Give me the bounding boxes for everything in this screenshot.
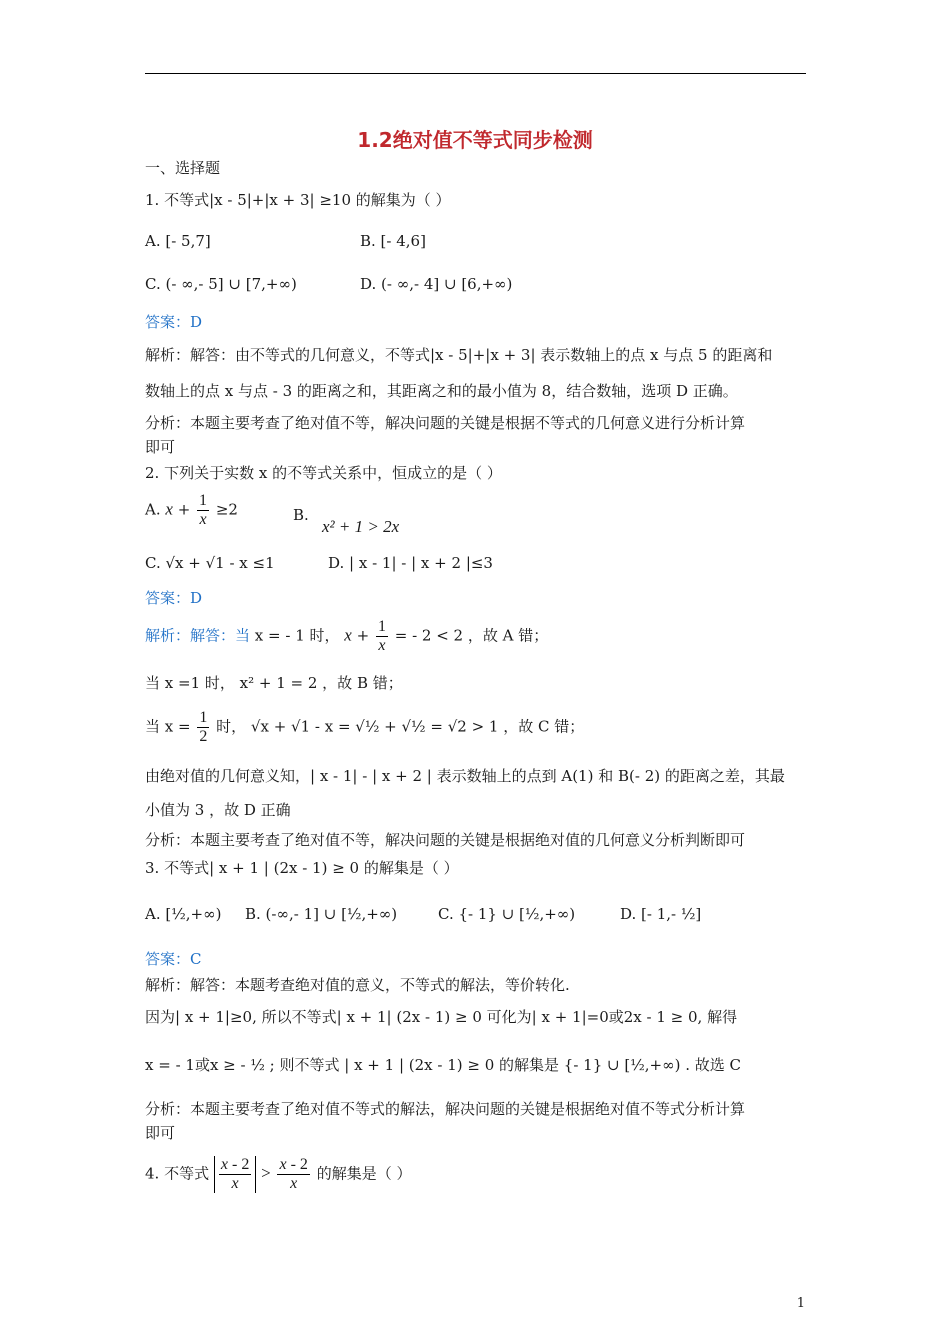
q2-analysis-x: x bbox=[344, 625, 352, 645]
q3-answer: 答案：C bbox=[145, 950, 202, 968]
q3-analysis-line2: 因为| x + 1|≥0, 所以不等式| x + 1| (2x - 1) ≥ 0 可化为| x + 1|=0或2x - 1 ≥ 0, 解得 bbox=[145, 1008, 738, 1026]
q1-note-line2: 即可 bbox=[145, 438, 176, 456]
q2-analysis-line2: 当 x =1 时， x² + 1 = 2 ，故 B 错； bbox=[145, 674, 403, 692]
q2-option-a: A. x + $\frac{1}{x}$ ≥2 bbox=[145, 492, 238, 528]
q4-rhs-fraction: $\frac{x - 2}{x}$ bbox=[279, 1156, 308, 1192]
q2-note: 分析：本题主要考查了绝对值不等，解决问题的关键是根据绝对值的几何意义分析判断即可 bbox=[145, 831, 746, 849]
q4-stem-prefix: 4. 不等式 bbox=[145, 1164, 210, 1183]
q2-option-a-label: A. bbox=[145, 500, 161, 519]
q2-stem: 2. 下列关于实数 x 的不等式关系中，恒成立的是（ ） bbox=[145, 464, 502, 482]
q1-answer: 答案：D bbox=[145, 313, 203, 331]
q3-note-line2: 即可 bbox=[145, 1124, 176, 1142]
q4-greater-than: > bbox=[261, 1163, 271, 1183]
q2-option-a-tail: ≥2 bbox=[215, 500, 238, 519]
q1-stem: 1. 不等式|x - 5|+|x + 3| ≥10 的解集为（ ） bbox=[145, 191, 451, 209]
q2-option-a-fraction: $\frac{1}{x}$ bbox=[199, 492, 208, 528]
q4-stem bbox=[145, 1156, 411, 1193]
q3-option-a: A. [½,+∞) bbox=[145, 905, 222, 923]
q3-note-line1: 分析：本题主要考查了绝对值不等式的解法，解决问题的关键是根据绝对值不等式分析计算 bbox=[145, 1100, 746, 1118]
q1-note-line1: 分析：本题主要考查了绝对值不等，解决问题的关键是根据不等式的几何意义进行分析计算 bbox=[145, 414, 746, 432]
top-rule bbox=[145, 73, 806, 74]
q2-analysis-line5: 小值为 3 ，故 D 正确 bbox=[145, 801, 291, 819]
q2-option-a-x: x bbox=[165, 499, 173, 519]
q2-analysis-case: x = - 1 时， bbox=[254, 626, 340, 645]
q1-option-c: C. (- ∞,- 5] ∪ [7,+∞) bbox=[145, 275, 297, 293]
q2-analysis-line3 bbox=[145, 709, 584, 746]
q1-analysis-line1: 解析：解答：由不等式的几何意义，不等式|x - 5|+|x + 3| 表示数轴上的点 x 与点 5 的距离和 bbox=[145, 346, 773, 364]
q2-answer: 答案：D bbox=[145, 589, 203, 607]
q3-analysis-line3: x = - 1或x ≥ - ½ ; 则不等式 | x + 1 | (2x - 1) ≥ 0 的解集是 {- 1} ∪ [½,+∞) . 故选 C bbox=[145, 1056, 741, 1074]
q3-option-d: D. [- 1,- ½] bbox=[620, 905, 702, 923]
q2-option-c: C. √x + √1 - x ≤1 bbox=[145, 554, 275, 572]
q2-analysis-line4: 由绝对值的几何意义知，| x - 1| - | x + 2 | 表示数轴上的点到 A(1) 和 B(- 2) 的距离之差，其最 bbox=[145, 767, 785, 785]
q2-analysis3-prefix: 当 x = bbox=[145, 717, 191, 736]
q2-analysis3-fraction: $\frac{1}{2}$ bbox=[199, 709, 208, 745]
page-number: 1 bbox=[796, 1296, 805, 1311]
q3-option-c: C. {- 1} ∪ [½,+∞) bbox=[438, 905, 576, 923]
q3-analysis-line1: 解析：解答：本题考查绝对值的意义，不等式的解法，等价转化. bbox=[145, 976, 570, 994]
q2-analysis-tail: = - 2 < 2 ，故 A 错； bbox=[394, 626, 549, 645]
q1-option-d: D. (- ∞,- 4] ∪ [6,+∞) bbox=[360, 275, 513, 293]
q2-option-b: x² + 1 > 2x bbox=[322, 517, 400, 536]
q4-stem-tail: 的解集是（ ） bbox=[316, 1164, 412, 1183]
q2-analysis3-tail: 时， √x + √1 - x = √½ + √½ = √2 > 1 ，故 C 错； bbox=[216, 717, 585, 736]
q2-analysis-line1: 解析：解答：当 x = - 1 时， x + $\frac{1}{x}$ = - 2 < 2 ，故 A 错； bbox=[145, 618, 549, 654]
q2-analysis-fraction: $\frac{1}{x}$ bbox=[377, 618, 386, 654]
q3-option-b: B. (-∞,- 1] ∪ [½,+∞) bbox=[245, 905, 398, 923]
q2-option-d: D. | x - 1| - | x + 2 |≤3 bbox=[328, 554, 493, 572]
q2-analysis-prefix: 解析：解答：当 bbox=[145, 626, 251, 645]
section-heading: 一、选择题 bbox=[145, 159, 221, 177]
q2-option-b-label: B. bbox=[293, 506, 309, 524]
q4-abs-fraction: $\frac{x - 2}{x}$ bbox=[214, 1156, 256, 1193]
q1-option-a: A. [- 5,7] bbox=[145, 232, 211, 250]
q3-stem: 3. 不等式| x + 1 | (2x - 1) ≥ 0 的解集是（ ） bbox=[145, 859, 459, 877]
q1-analysis-line2: 数轴上的点 x 与点 - 3 的距离之和，其距离之和的最小值为 8，结合数轴，选项 D 正确。 bbox=[145, 382, 738, 400]
page-title: 1.2绝对值不等式同步检测 bbox=[357, 128, 593, 152]
q1-option-b: B. [- 4,6] bbox=[360, 232, 426, 250]
